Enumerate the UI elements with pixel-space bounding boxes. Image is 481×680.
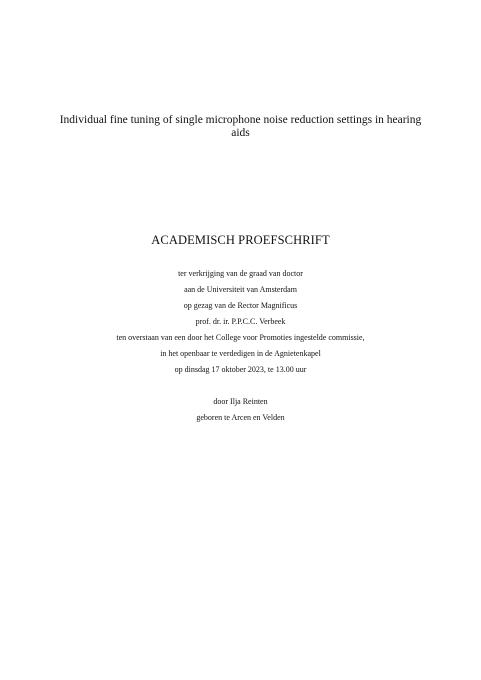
author-birthplace: geboren te Arcen en Velden — [196, 413, 285, 422]
detail-line: in het openbaar te verdedigen in de Agnietenkapel — [160, 349, 321, 358]
thesis-title — [50, 114, 431, 140]
thesis-title-line-2: aids — [231, 127, 250, 139]
dissertation-heading: ACADEMISCH PROEFSCHRIFT — [151, 233, 330, 247]
thesis-title-line-1: Individual fine tuning of single microphone noise reduction settings in hearing — [59, 114, 422, 126]
author-name: door Ilja Reinten — [213, 397, 268, 406]
detail-line: ten overstaan van een door het College voor Promoties ingestelde commissie, — [116, 333, 365, 342]
spacer — [0, 378, 481, 394]
detail-line: aan de Universiteit van Amsterdam — [184, 285, 297, 294]
defense-details — [0, 266, 481, 426]
detail-line: op dinsdag 17 oktober 2023, te 13.00 uur — [174, 365, 307, 374]
detail-line: prof. dr. ir. P.P.C.C. Verbeek — [195, 317, 286, 326]
detail-line: op gezag van de Rector Magnificus — [183, 301, 298, 310]
detail-line: ter verkrijging van de graad van doctor — [178, 269, 303, 278]
